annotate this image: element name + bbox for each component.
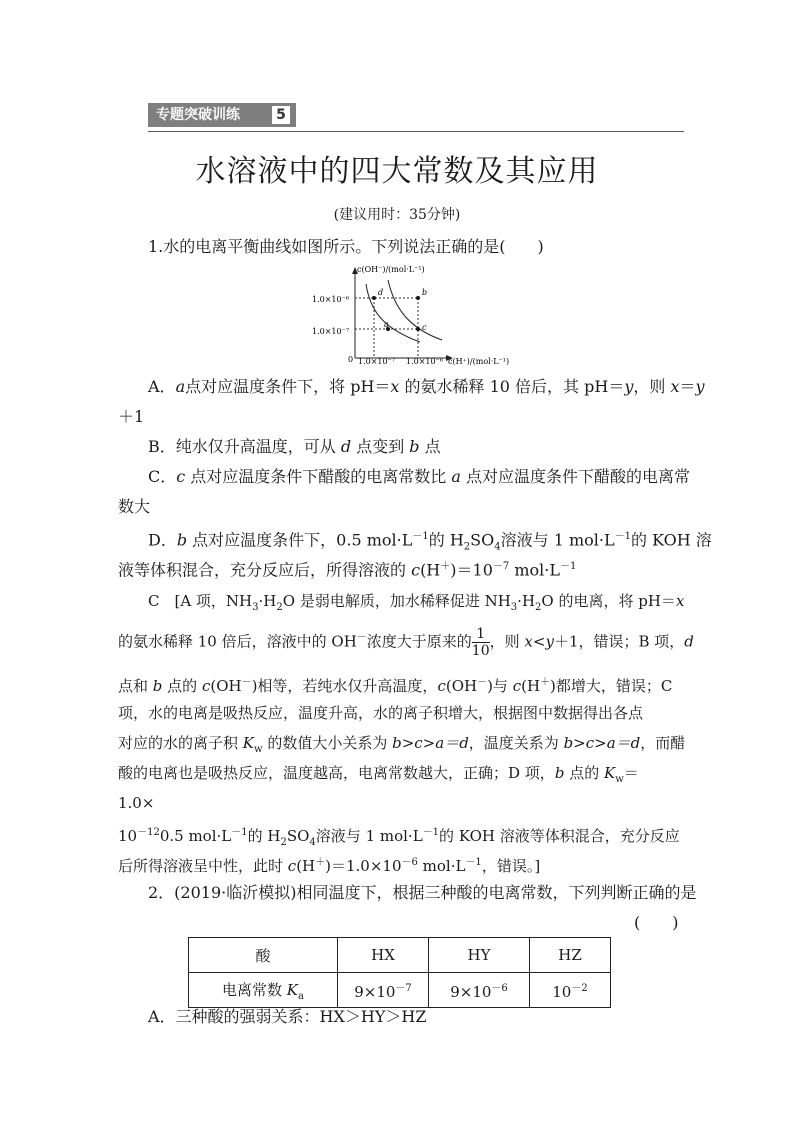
x-axis-label: c(H⁺)/(mol·L⁻¹)	[448, 357, 510, 366]
text: 3	[252, 602, 259, 613]
y-tick-upper: 1.0×10⁻⁶	[312, 295, 350, 304]
analysis-line-8	[118, 822, 680, 854]
text: K	[242, 734, 254, 752]
text: d	[684, 632, 694, 651]
text: 后所得溶液呈中性，此时	[118, 857, 288, 875]
text: 点对应温度条件下，将 pH＝	[185, 377, 391, 396]
text: ，则	[489, 632, 525, 651]
text: 0.5 mol·L	[159, 827, 232, 845]
banner-number: 5	[272, 106, 290, 124]
text: a	[298, 990, 304, 1002]
text: (H	[296, 857, 316, 875]
table-header-cell: HZ	[530, 938, 611, 973]
q1-stem: 1.水的电离平衡曲线如图所示。下列说法正确的是( )	[148, 237, 544, 256]
table-header-row	[189, 938, 611, 973]
analysis-line-9	[118, 852, 540, 877]
q2-answer-paren: ( )	[634, 913, 679, 932]
text: c	[287, 857, 297, 875]
text: －6	[401, 857, 418, 868]
header-rule	[148, 131, 684, 132]
text: 2	[280, 837, 287, 848]
q1-option-c-cont: 数大	[118, 497, 151, 516]
point-a-label: a	[384, 320, 389, 329]
origin-label: 0	[348, 355, 354, 364]
text: c	[176, 467, 186, 486]
text: 点	[419, 437, 441, 456]
text: B．纯水仅升高温度，可从	[148, 437, 341, 456]
text: 的 KOH 溶液等体积混合，充分反应	[439, 827, 680, 845]
text: ＝	[623, 764, 639, 782]
x-tick-left: 1.0×10⁻⁷	[358, 357, 396, 366]
q1-option-c	[148, 466, 690, 488]
table-row-label	[189, 973, 338, 1008]
text: K	[286, 980, 299, 999]
text: 9×10	[450, 983, 492, 1001]
table-header-cell: HX	[338, 938, 429, 973]
text: y	[624, 377, 634, 396]
text: C．	[148, 467, 177, 486]
time-hint: (建议用时：35分钟)	[333, 207, 461, 223]
point-b-label: b	[422, 288, 428, 297]
text: －7	[492, 561, 510, 572]
text: 酸的电离也是吸热反应，温度越高，电离常数越大，正确；D 项，	[118, 764, 555, 782]
table-cell-hz	[530, 973, 611, 1008]
text: b	[554, 764, 565, 782]
analysis-line-3	[118, 672, 672, 697]
text: c	[201, 677, 211, 695]
q2-option-a: A．三种酸的强弱关系：HX＞HY＞HZ	[148, 1007, 427, 1026]
text: SO	[286, 827, 310, 845]
text: 的氨水稀释 10 倍后，其 pH＝	[399, 377, 625, 396]
text: 点的	[162, 677, 202, 695]
point-b-marker	[416, 296, 420, 300]
text: x	[390, 377, 400, 396]
q1-option-d	[148, 526, 712, 559]
text: w	[615, 774, 624, 785]
text: 液等体积混合，充分反应后，所得溶液的	[118, 560, 412, 580]
fraction	[472, 626, 490, 659]
text: c	[437, 677, 446, 695]
text: ，而醋	[640, 734, 686, 752]
text: －	[356, 632, 367, 644]
text: －1	[412, 531, 429, 542]
text: O 是弱电解质，加水稀释促进 NH	[282, 592, 511, 610]
text: x	[524, 632, 533, 651]
section-banner	[148, 103, 296, 127]
text: 4	[309, 837, 316, 848]
text: d	[340, 437, 352, 456]
text: x	[675, 592, 685, 610]
text: (H	[521, 677, 541, 695]
text: ＋1，错误；B 项，	[553, 632, 685, 651]
q1-option-a-cont: ＋1	[118, 407, 145, 426]
text: 的数值大小关系为	[262, 734, 393, 752]
text: K	[603, 764, 616, 782]
text: )都增大，错误；C	[550, 677, 673, 695]
y-axis-label: c(OH⁻)/(mol·L⁻¹)	[357, 265, 425, 274]
text: )与	[487, 677, 513, 695]
text: －1	[465, 857, 482, 868]
table-header-cell: HY	[429, 938, 530, 973]
text: O 的电离，将 pH＝	[541, 592, 676, 610]
text: 点对应温度条件下醋酸的电离常	[460, 467, 691, 486]
text: 对应的水的离子积	[118, 734, 243, 752]
point-d-marker	[372, 296, 376, 300]
text: a	[451, 467, 461, 486]
text: 2	[535, 602, 542, 613]
text: ·H	[258, 592, 277, 610]
page-title: 水溶液中的四大常数及其应用	[195, 154, 599, 189]
text: mol·L	[509, 560, 560, 580]
text: －1	[559, 561, 577, 572]
text: y	[695, 377, 705, 396]
text: ＋	[315, 857, 326, 868]
point-c-marker	[416, 327, 420, 331]
q1-option-b	[148, 436, 441, 458]
text: y	[545, 632, 554, 651]
analysis-line-2	[118, 626, 694, 659]
table-cell-hy	[429, 973, 530, 1008]
table-header-cell: 酸	[189, 938, 338, 973]
text: 浓度大于原来的	[366, 632, 472, 651]
text: c	[512, 677, 522, 695]
text: x	[670, 377, 680, 396]
analysis-line-6	[118, 762, 639, 791]
text: w	[254, 744, 263, 755]
text: C [A 项，NH	[148, 592, 253, 610]
text: －1	[614, 531, 631, 542]
table-cell-hx	[338, 973, 429, 1008]
text: (OH	[445, 677, 478, 695]
text: mol·L	[417, 857, 466, 875]
q1-option-d-cont	[118, 556, 576, 581]
curve-inner	[366, 284, 420, 342]
text: b	[409, 437, 420, 456]
acid-constant-table	[188, 937, 611, 1008]
text: －1	[422, 827, 440, 838]
q2-stem: 2．(2019·临沂模拟)相同温度下，根据三种酸的电离常数，下列判断正确的是	[148, 883, 697, 902]
text: 的 H	[247, 827, 281, 845]
text: b	[176, 530, 188, 550]
analysis-line-1	[148, 590, 684, 619]
text: b	[152, 677, 163, 695]
fraction-numerator: 1	[472, 626, 490, 643]
text: 点变到	[351, 437, 410, 456]
text: SO	[470, 530, 495, 550]
text: ，错误。]	[481, 857, 541, 875]
text: )相等，若纯水仅升高温度，	[251, 677, 438, 695]
text: 的 KOH 溶	[630, 530, 712, 550]
text: 的氨水稀释 10 倍后，溶液中的 OH	[118, 632, 357, 651]
water-ionization-figure	[300, 262, 525, 370]
y-tick-lower: 1.0×10⁻⁷	[312, 327, 350, 336]
text: c	[411, 560, 421, 580]
table-row	[189, 973, 611, 1008]
analysis-line-4: 项，水的电离是吸热反应，温度升高，水的离子积增大，根据图中数据得出各点	[118, 704, 644, 722]
text: 2	[463, 541, 471, 553]
text: －1	[231, 827, 248, 838]
text: 电离常数	[222, 980, 287, 999]
text: (OH	[210, 677, 242, 695]
text: －	[241, 677, 252, 688]
text: 4	[494, 541, 501, 553]
text: 点的	[564, 764, 604, 782]
q1-option-a	[148, 376, 705, 398]
text: 点对应温度条件下，0.5 mol·L	[187, 530, 413, 550]
text: (H	[420, 560, 441, 580]
text: ，温度关系为	[468, 734, 564, 752]
text: 点对应温度条件下醋酸的电离常数比	[185, 467, 452, 486]
text: －6	[491, 983, 508, 994]
text: a	[175, 377, 186, 396]
point-c-label: c	[422, 323, 427, 332]
text: b>c>a＝d	[563, 734, 641, 752]
text: －2	[571, 983, 588, 994]
text: 点和	[118, 677, 153, 695]
analysis-line-7: 1.0×	[118, 794, 155, 812]
text: ·H	[517, 592, 536, 610]
text: ＋	[540, 677, 551, 688]
banner-label: 专题突破训练	[156, 107, 240, 123]
text: －7	[395, 983, 412, 994]
text: －	[477, 677, 488, 688]
text: ＋	[440, 561, 451, 572]
text: 2	[276, 602, 283, 613]
text: 溶液与 1 mol·L	[315, 827, 423, 845]
text: 9×10	[354, 983, 396, 1001]
text: 10	[118, 827, 138, 845]
text: ＝	[679, 377, 696, 396]
text: 3	[510, 602, 518, 613]
point-d-label: d	[378, 288, 384, 297]
x-tick-right: 1.0×10⁻⁶	[406, 357, 444, 366]
fraction-denominator: 10	[471, 643, 490, 659]
analysis-line-5	[118, 732, 685, 761]
text: 的 H	[428, 530, 464, 550]
text: D．	[148, 530, 177, 550]
text: 溶液与 1 mol·L	[500, 530, 615, 550]
text: A．	[148, 377, 176, 396]
text: )＝10	[450, 560, 493, 580]
text: <	[532, 632, 546, 651]
text: b>c>a＝d	[392, 734, 469, 752]
text: 10	[552, 983, 572, 1001]
text: ，则	[633, 377, 671, 396]
text: )＝1.0×10	[325, 857, 402, 875]
text: －12	[137, 827, 160, 838]
